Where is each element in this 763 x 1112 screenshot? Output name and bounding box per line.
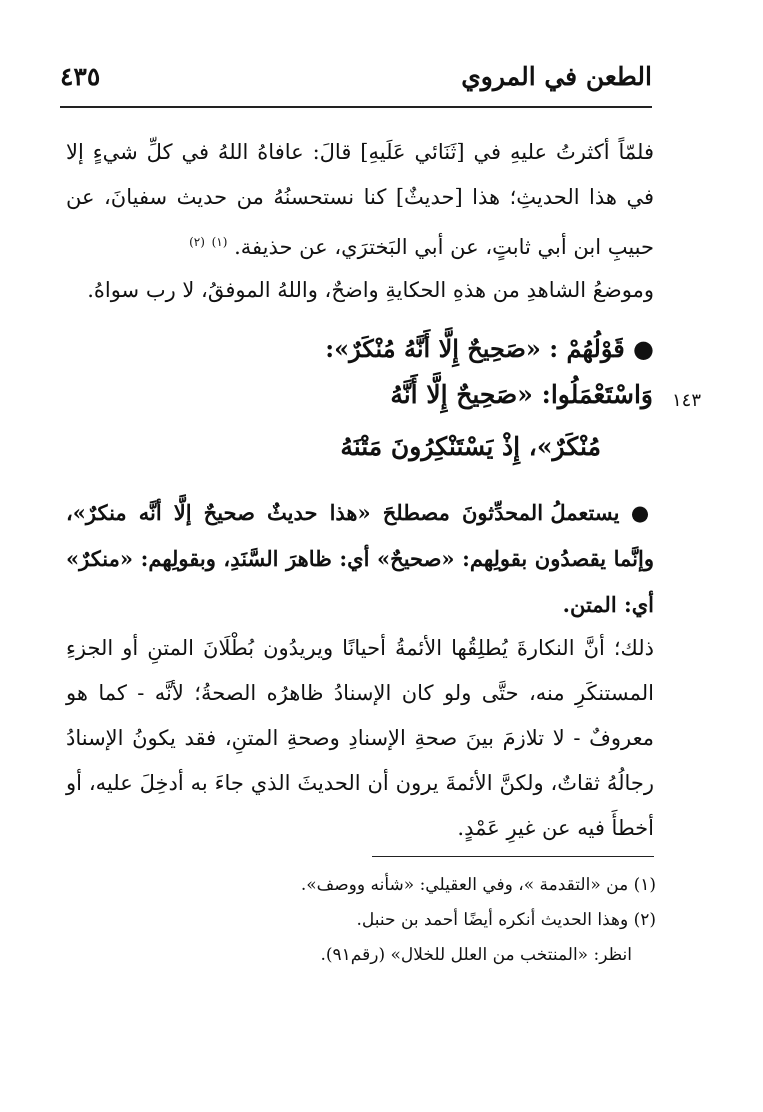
paragraph-text: يستعملُ المحدِّثونَ مصطلحَ «هذا حديثٌ صحيحٌ إلَّا أنَّه منكرٌ»، وإنَّما يقصدُون بقولِهم: «صحيحٌ» أي: ظاهرَ السَّنَدِ، وبقولِهم: «منكرٌ» أي: المتن. bbox=[66, 500, 654, 617]
page-header bbox=[60, 62, 652, 91]
paragraph-conclusion: وموضعُ الشاهدِ من هذهِ الحكايةِ واضحٌ، واللهُ الموفقُ، لا رب سواهُ. bbox=[87, 278, 654, 302]
verse-line-2: مُنْكَرٌ»، إِذْ يَسْتَنْكِرُونَ مَتْنَهُ bbox=[340, 432, 601, 461]
verse-number: ١٤٣ bbox=[671, 390, 701, 411]
footnote-2-reference: انظر: «المنتخب من العلل للخلال» (رقم٩١). bbox=[320, 945, 632, 965]
footnote-divider bbox=[372, 856, 654, 857]
bullet-icon: ● bbox=[633, 334, 654, 363]
paragraph-reason: ذلك؛ أنَّ النكارةَ يُطلِقُها الأئمةُ أحيانًا ويريدُون بُطْلَانَ المتنِ أو الجزءِ المستنكَرِ منه، حتَّى ولو كان الإسنادُ ظاهرُه الصحةُ؛ لأنَّه - كما هو معروفٌ - لا تلازمَ بينَ صحةِ الإسنادِ وصحةِ المتنِ، فقد يكونُ الإسنادُ رجالُهُ ثقاتٌ، ولكنَّ الأئمةَ يرون أن الحديثَ الذي جاءَ به أدخِلَ عليه، أو أخطأَ فيه عن غيرِ عَمْدٍ. bbox=[66, 636, 654, 840]
running-title: الطعن في المروي bbox=[461, 62, 652, 91]
footnote-2: (٢) وهذا الحديث أنكره أيضًا أحمد بن حنبل. bbox=[356, 910, 656, 930]
footnote-ref-2: (٢) bbox=[189, 235, 205, 249]
header-divider bbox=[60, 106, 652, 108]
section-heading bbox=[60, 334, 654, 363]
footnote-ref-1: (١) bbox=[211, 235, 228, 249]
bullet-icon: ● bbox=[630, 501, 654, 525]
footnote-1: (١) من «التقدمة »، وفي العقيلي: «شأنه ووصف». bbox=[300, 875, 656, 895]
verse-line-1: وَاسْتَعْمَلُوا: «صَحِيحٌ إِلَّا أَنَّهُ bbox=[390, 380, 653, 409]
footnotes bbox=[66, 868, 656, 973]
paragraph-explanation bbox=[66, 490, 654, 628]
page-number: ٤٣٥ bbox=[60, 62, 101, 91]
heading-text: قَوْلُهُمْ : «صَحِيحٌ إِلَّا أَنَّهُ مُنْكَرٌ»: bbox=[325, 334, 625, 363]
paragraph-quote bbox=[66, 130, 654, 270]
paragraph-text: فلمّاً أكثرتُ عليهِ في [ثَنَائي عَلَيهِ] قالَ: عافاهُ اللهُ في كلِّ شيءٍ إلا في هذا الحديثِ؛ هذا [حديثٌ] كنا نستحسنُهُ من حديث سفيانَ، عن حبيبِ ابن أبي ثابتٍ، عن أبي البَخترَي، عن حذيفة. bbox=[66, 140, 654, 259]
